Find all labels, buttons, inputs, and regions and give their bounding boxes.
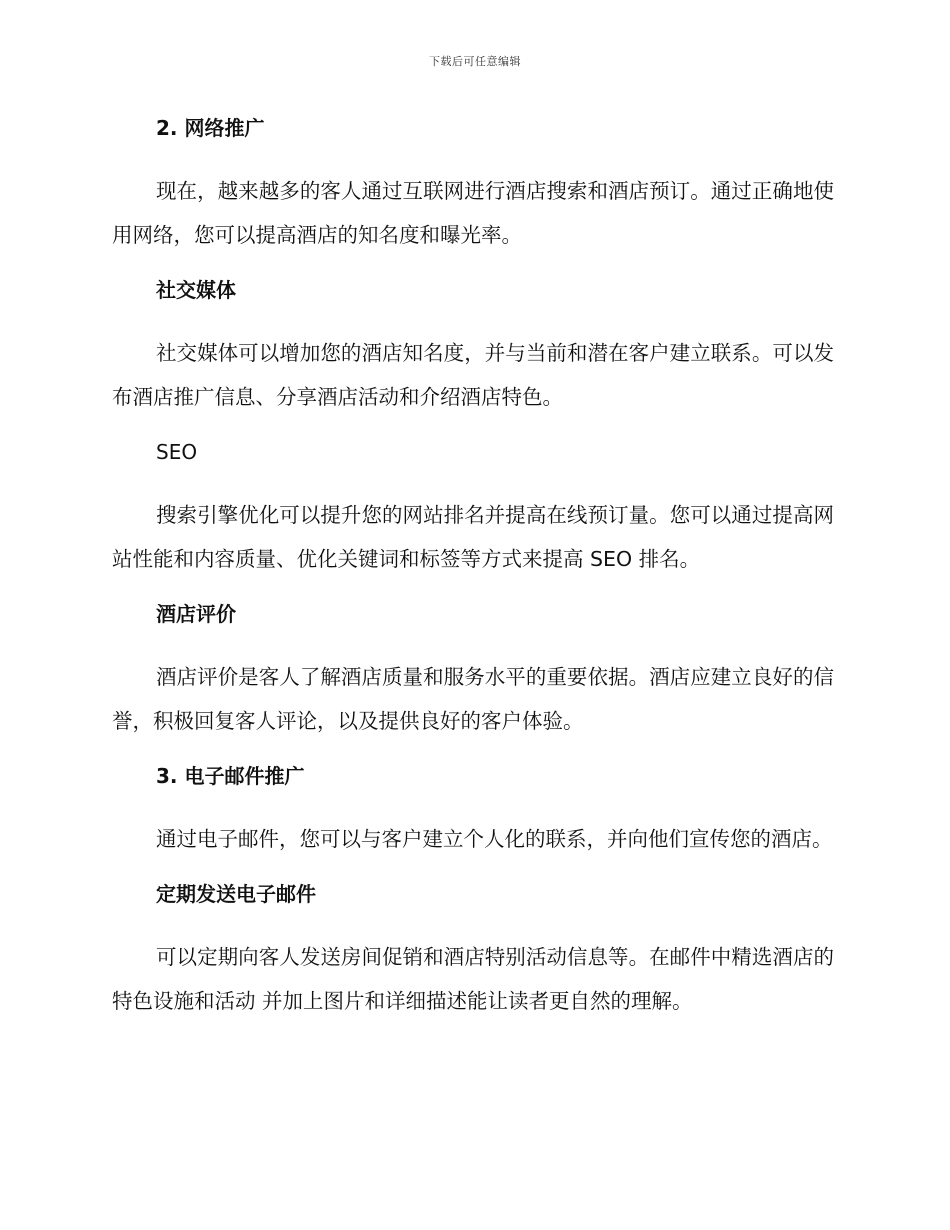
subheading-social-media: 社交媒体 <box>156 278 236 302</box>
paragraph-regular-email: 可以定期向客人发送房间促销和酒店特别活动信息等。在邮件中精选酒店的特色设施和活动 并加上图片和详细描述能让读者更自然的理解。 <box>112 945 834 1013</box>
subheading-regular-email: 定期发送电子邮件 <box>156 882 316 906</box>
subheading-hotel-reviews: 酒店评价 <box>156 602 236 626</box>
paragraph-network-promotion: 现在，越来越多的客人通过互联网进行酒店搜索和酒店预订。通过正确地使用网络，您可以提高酒店的知名度和曝光率。 <box>112 179 834 247</box>
paragraph-social-media: 社交媒体可以增加您的酒店知名度，并与当前和潜在客户建立联系。可以发布酒店推广信息、分享酒店活动和介绍酒店特色。 <box>112 341 834 409</box>
paragraph-seo: 搜索引擎优化可以提升您的网站排名并提高在线预订量。您可以通过提高网站性能和内容质量、优化关键词和标签等方式来提高 SEO 排名。 <box>112 503 834 571</box>
section-heading-email-promotion: 3. 电子邮件推广 <box>156 764 305 788</box>
subheading-seo: SEO <box>156 440 198 464</box>
page-header: 下载后可任意编辑 <box>429 55 521 68</box>
document-body <box>112 112 834 1023</box>
paragraph-hotel-reviews: 酒店评价是客人了解酒店质量和服务水平的重要依据。酒店应建立良好的信誉，积极回复客人评论，以及提供良好的客户体验。 <box>112 665 834 733</box>
section-heading-network-promotion: 2. 网络推广 <box>156 116 265 140</box>
paragraph-email-promotion: 通过电子邮件，您可以与客户建立个人化的联系，并向他们宣传您的酒店。 <box>156 827 833 851</box>
